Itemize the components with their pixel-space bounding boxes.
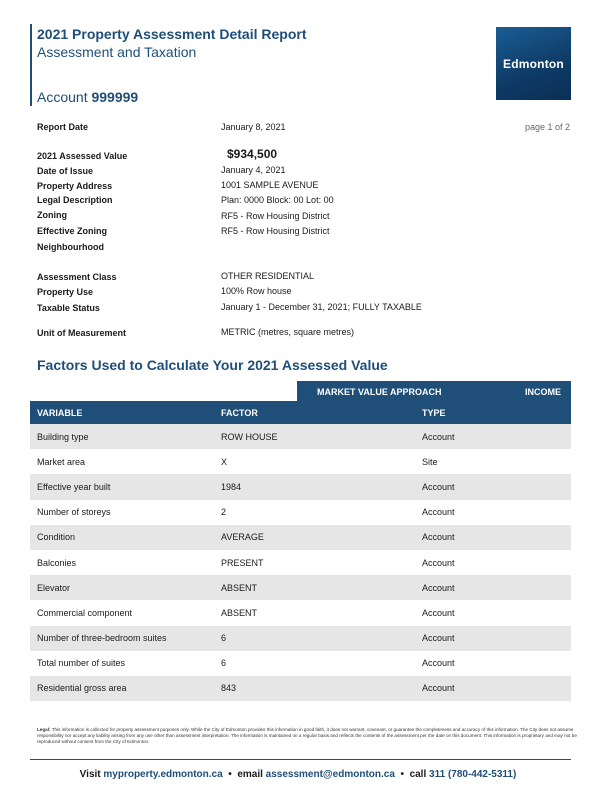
factor-cell: 6 [214, 626, 415, 651]
taxable-status-value: January 1 - December 31, 2021; FULLY TAXABLE [221, 302, 422, 312]
logo-text: Edmonton [503, 56, 564, 71]
report-date-label: Report Date [37, 122, 89, 132]
approach-type: INCOME [525, 387, 561, 397]
unit-of-measurement-label: Unit of Measurement [37, 328, 127, 338]
table-row [30, 575, 571, 600]
factor-cell: 6 [214, 651, 415, 676]
type-cell: Account [415, 550, 571, 575]
type-cell: Account [415, 575, 571, 600]
account-label: Account [37, 89, 88, 105]
type-cell: Account [415, 651, 571, 676]
legal-description-value: Plan: 0000 Block: 00 Lot: 00 [221, 195, 334, 205]
property-use-label: Property Use [37, 287, 94, 297]
column-header-variable: VARIABLE [30, 402, 214, 424]
page-number: page 1 of 2 [524, 122, 570, 132]
zoning-value: RF5 - Row Housing District [221, 211, 330, 221]
variable-cell: Balconies [30, 550, 214, 575]
type-cell: Account [415, 500, 571, 525]
table-row [30, 626, 571, 651]
factor-cell: 1984 [214, 474, 415, 499]
assessment-class-label: Assessment Class [37, 272, 117, 282]
variable-cell: Building type [30, 424, 214, 449]
table-row [30, 550, 571, 575]
table-row [30, 525, 571, 550]
date-of-issue-label: Date of Issue [37, 166, 94, 176]
report-subtitle: Assessment and Taxation [37, 44, 197, 60]
variable-cell: Number of three-bedroom suites [30, 626, 214, 651]
market-value-approach-bar [297, 381, 571, 402]
assessment-class-value: OTHER RESIDENTIAL [221, 271, 315, 281]
factor-cell: ABSENT [214, 600, 415, 625]
column-header-type: TYPE [415, 402, 571, 424]
assessed-value-label: 2021 Assessed Value [37, 151, 128, 161]
factor-cell: PRESENT [214, 550, 415, 575]
legal-text: This information is collected for property assessment purposes only. While the City of Edmonton provides this information in good faith, it does not warrant, covenant, or guarantee the completeness and accuracy of this information. The City does not assume responsibility nor accept any liability arising from any use other than assessment interpretation. The information is maintained on a regular basis and reflects the contents of the assessment per the date on this document. This information is proprietary and may not be reproduced without consent from the City of Edmonton. [37, 727, 577, 744]
factor-cell: X [214, 449, 415, 474]
footer-rule [30, 759, 571, 760]
account-number: 999999 [91, 89, 139, 105]
footer-contact [0, 769, 596, 780]
separator-dot: • [400, 769, 404, 780]
factors-table [30, 402, 571, 701]
visit-label: Visit [79, 769, 101, 780]
variable-cell: Number of storeys [30, 500, 214, 525]
legal-description-label: Legal Description [37, 195, 113, 205]
account-heading [37, 89, 138, 105]
neighbourhood-label: Neighbourhood [37, 242, 104, 252]
email-link[interactable]: assessment@edmonton.ca [265, 769, 395, 780]
property-address-value: 1001 SAMPLE AVENUE [221, 180, 319, 190]
assessed-value: $934,500 [227, 147, 278, 161]
legal-label: Legal: [37, 727, 51, 732]
date-of-issue-value: January 4, 2021 [221, 165, 286, 175]
separator-dot: • [228, 769, 232, 780]
table-row [30, 676, 571, 701]
legal-disclaimer [37, 727, 589, 745]
variable-cell: Residential gross area [30, 676, 214, 701]
type-cell: Account [415, 600, 571, 625]
factor-cell: ROW HOUSE [214, 424, 415, 449]
email-label: email [237, 769, 263, 780]
variable-cell: Market area [30, 449, 214, 474]
table-row [30, 474, 571, 499]
zoning-label: Zoning [37, 210, 67, 220]
type-cell: Account [415, 626, 571, 651]
report-date-value: January 8, 2021 [221, 122, 286, 132]
property-address-label: Property Address [37, 181, 113, 191]
table-row [30, 600, 571, 625]
edmonton-logo [496, 27, 571, 100]
column-header-factor: FACTOR [214, 402, 415, 424]
factor-cell: AVERAGE [214, 525, 415, 550]
factor-cell: 843 [214, 676, 415, 701]
call-label: call [409, 769, 427, 780]
approach-label: MARKET VALUE APPROACH [317, 387, 442, 397]
variable-cell: Effective year built [30, 474, 214, 499]
report-title: 2021 Property Assessment Detail Report [37, 26, 307, 42]
header-accent-rule [30, 24, 32, 106]
variable-cell: Elevator [30, 575, 214, 600]
type-cell: Account [415, 525, 571, 550]
effective-zoning-value: RF5 - Row Housing District [221, 226, 330, 236]
phone-link[interactable]: 311 (780-442-5311) [429, 769, 517, 780]
variable-cell: Commercial component [30, 600, 214, 625]
website-link[interactable]: myproperty.edmonton.ca [103, 769, 223, 780]
table-row [30, 424, 571, 449]
factor-cell: ABSENT [214, 575, 415, 600]
table-header-row [30, 402, 571, 424]
table-row [30, 651, 571, 676]
type-cell: Account [415, 474, 571, 499]
type-cell: Account [415, 424, 571, 449]
type-cell: Site [415, 449, 571, 474]
variable-cell: Total number of suites [30, 651, 214, 676]
factors-section-title: Factors Used to Calculate Your 2021 Assessed Value [37, 357, 388, 373]
factor-cell: 2 [214, 500, 415, 525]
taxable-status-label: Taxable Status [37, 303, 100, 313]
table-row [30, 449, 571, 474]
variable-cell: Condition [30, 525, 214, 550]
property-use-value: 100% Row house [221, 286, 292, 296]
effective-zoning-label: Effective Zoning [37, 226, 108, 236]
unit-of-measurement-value: METRIC (metres, square metres) [221, 327, 355, 337]
table-row [30, 500, 571, 525]
type-cell: Account [415, 676, 571, 701]
